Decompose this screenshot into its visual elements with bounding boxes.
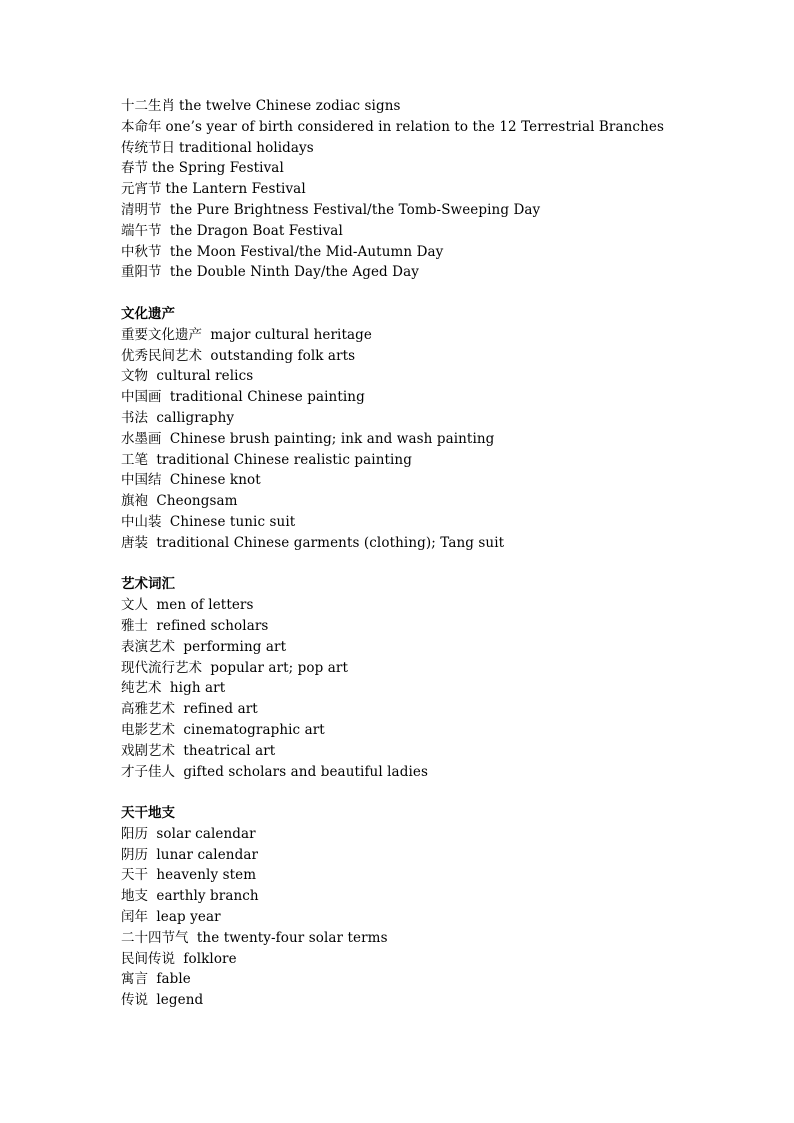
term-english: cultural relics <box>152 368 254 385</box>
section-heading: 艺术词汇 <box>121 576 175 593</box>
glossary-entry <box>121 491 761 512</box>
glossary-entry <box>121 949 761 970</box>
term-chinese: 重阳节 <box>121 264 162 281</box>
section-heading: 文化遗产 <box>121 305 175 322</box>
glossary-entry <box>121 969 761 990</box>
term-english: popular art; pop art <box>206 659 349 676</box>
section-heading: 天干地支 <box>121 805 175 822</box>
glossary-entry <box>121 533 761 554</box>
glossary-entry <box>121 325 761 346</box>
section-spacer <box>121 283 761 304</box>
glossary-entry <box>121 678 761 699</box>
term-english: the Moon Festival/the Mid-Autumn Day <box>165 243 444 260</box>
term-english: refined art <box>179 701 258 718</box>
glossary-entry <box>121 637 761 658</box>
term-chinese: 水墨画 <box>121 430 162 447</box>
glossary-entry <box>121 387 761 408</box>
section-spacer <box>121 782 761 803</box>
glossary-entry <box>121 928 761 949</box>
term-english: the twenty-four solar terms <box>192 929 388 946</box>
term-english: the Lantern Festival <box>165 181 306 198</box>
glossary-entry <box>121 179 761 200</box>
term-english: performing art <box>179 638 287 655</box>
term-english: Chinese brush painting; ink and wash painting <box>165 430 495 447</box>
term-chinese: 十二生肖 <box>121 98 175 114</box>
glossary-entry <box>121 824 761 845</box>
glossary-entry <box>121 658 761 679</box>
term-english: traditional Chinese painting <box>165 389 365 406</box>
glossary-entry <box>121 616 761 637</box>
term-chinese: 中秋节 <box>121 243 162 260</box>
term-chinese: 纯艺术 <box>121 680 162 697</box>
term-chinese: 闰年 <box>121 909 148 926</box>
term-english: the Pure Brightness Festival/the Tomb-Sweeping Day <box>165 201 541 218</box>
term-english: traditional Chinese realistic painting <box>152 451 412 468</box>
term-english: refined scholars <box>152 617 269 634</box>
term-chinese: 戏剧艺术 <box>121 742 175 759</box>
glossary-entry <box>121 429 761 450</box>
term-english: calligraphy <box>152 409 235 426</box>
term-chinese: 才子佳人 <box>121 763 175 780</box>
glossary-entry <box>121 221 761 242</box>
term-english: solar calendar <box>152 825 256 842</box>
term-chinese: 阳历 <box>121 825 148 842</box>
term-english: the Double Ninth Day/the Aged Day <box>165 264 419 281</box>
term-english: gifted scholars and beautiful ladies <box>179 763 428 780</box>
term-chinese: 唐装 <box>121 534 148 551</box>
term-chinese: 文人 <box>121 597 148 614</box>
term-chinese: 中国画 <box>121 389 162 406</box>
term-english: legend <box>152 992 204 1009</box>
term-english: theatrical art <box>179 742 276 759</box>
glossary-entry <box>121 699 761 720</box>
term-chinese: 传说 <box>121 992 148 1009</box>
term-english: outstanding folk arts <box>206 347 356 364</box>
term-english: Chinese knot <box>165 472 261 489</box>
glossary-entry <box>121 512 761 533</box>
term-english: the Spring Festival <box>152 160 284 177</box>
term-chinese: 地支 <box>121 888 148 905</box>
term-chinese: 雅士 <box>121 617 148 634</box>
term-chinese: 高雅艺术 <box>121 701 175 718</box>
glossary-entry <box>121 886 761 907</box>
term-english: one’s year of birth considered in relation to the 12 Terrestrial Branches <box>165 118 665 135</box>
term-chinese: 春节 <box>121 160 148 177</box>
term-english: traditional Chinese garments (clothing); Tang suit <box>152 534 505 551</box>
term-english: the twelve Chinese zodiac signs <box>179 98 401 114</box>
term-chinese: 中山装 <box>121 513 162 530</box>
glossary-entry <box>121 366 761 387</box>
term-chinese: 表演艺术 <box>121 638 175 655</box>
term-chinese: 重要文化遗产 <box>121 326 202 343</box>
term-english: traditional holidays <box>179 139 314 156</box>
term-chinese: 阴历 <box>121 846 148 863</box>
glossary-entry <box>121 990 761 1011</box>
term-english: heavenly stem <box>152 867 257 884</box>
term-english: the Dragon Boat Festival <box>165 222 343 239</box>
term-chinese: 现代流行艺术 <box>121 659 202 676</box>
term-english: fable <box>152 971 191 988</box>
glossary-entry <box>121 158 761 179</box>
glossary-entry <box>121 138 761 159</box>
term-chinese: 本命年 <box>121 118 162 135</box>
term-chinese: 优秀民间艺术 <box>121 347 202 364</box>
term-english: high art <box>165 680 226 697</box>
term-chinese: 工笔 <box>121 451 148 468</box>
glossary-entry <box>121 450 761 471</box>
glossary-entry <box>121 595 761 616</box>
term-chinese: 传统节日 <box>121 139 175 156</box>
term-english: Cheongsam <box>152 493 238 510</box>
glossary-entry <box>121 907 761 928</box>
term-chinese: 元宵节 <box>121 181 162 198</box>
term-chinese: 天干 <box>121 867 148 884</box>
glossary-entry <box>121 845 761 866</box>
glossary-entry <box>121 741 761 762</box>
glossary-entry <box>121 96 761 117</box>
glossary-entry <box>121 865 761 886</box>
term-chinese: 文物 <box>121 368 148 385</box>
term-english: folklore <box>179 950 237 967</box>
glossary-entry <box>121 408 761 429</box>
term-english: major cultural heritage <box>206 326 372 343</box>
section-spacer <box>121 554 761 575</box>
term-english: earthly branch <box>152 888 259 905</box>
term-english: Chinese tunic suit <box>165 513 296 530</box>
term-english: leap year <box>152 909 221 926</box>
glossary-entry <box>121 346 761 367</box>
term-chinese: 电影艺术 <box>121 721 175 738</box>
term-chinese: 清明节 <box>121 201 162 218</box>
term-chinese: 寓言 <box>121 971 148 988</box>
glossary-entry <box>121 200 761 221</box>
glossary-entry <box>121 470 761 491</box>
term-chinese: 旗袍 <box>121 493 148 510</box>
glossary-entry <box>121 720 761 741</box>
glossary-entry <box>121 242 761 263</box>
term-english: cinematographic art <box>179 721 325 738</box>
term-chinese: 端午节 <box>121 222 162 239</box>
term-english: men of letters <box>152 597 254 614</box>
term-chinese: 民间传说 <box>121 950 175 967</box>
glossary-entry <box>121 262 761 283</box>
term-english: lunar calendar <box>152 846 259 863</box>
glossary-content <box>121 96 761 1011</box>
term-chinese: 中国结 <box>121 472 162 489</box>
glossary-entry <box>121 117 761 138</box>
term-chinese: 书法 <box>121 409 148 426</box>
glossary-entry <box>121 762 761 783</box>
term-chinese: 二十四节气 <box>121 929 189 946</box>
